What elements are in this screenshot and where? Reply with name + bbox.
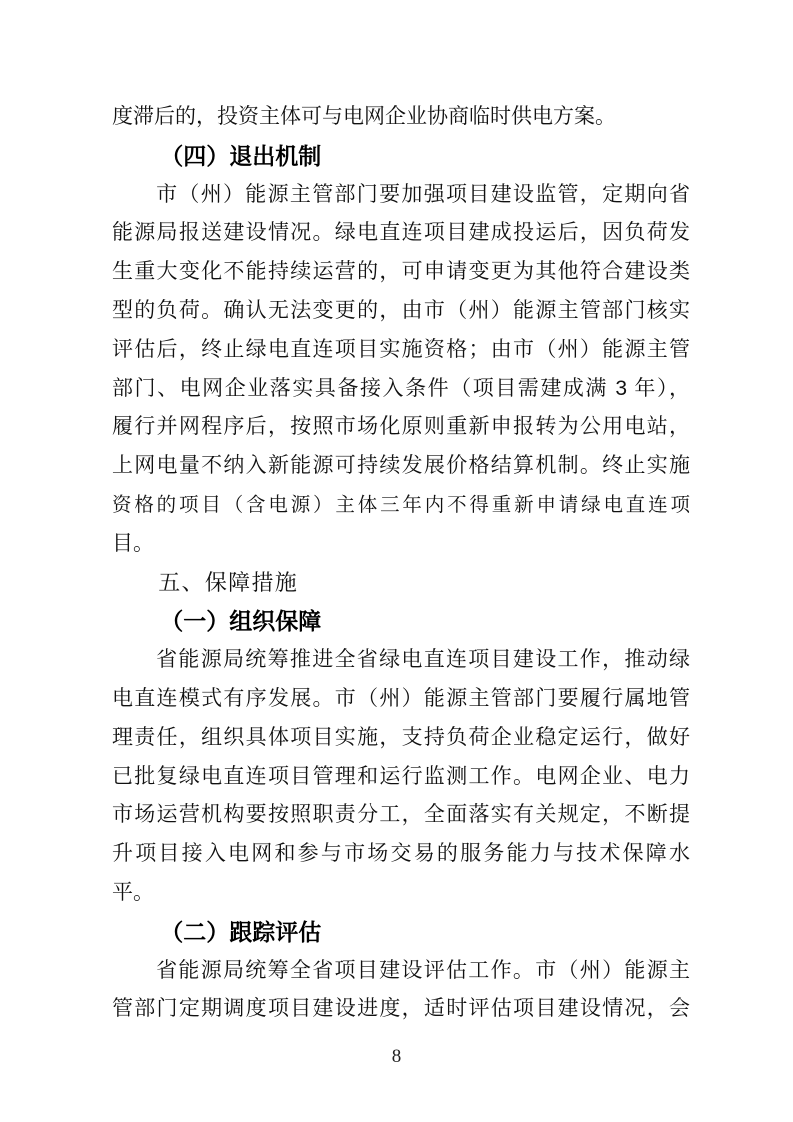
text-line: 管部门定期调度项目建设进度，适时评估项目建设情况，会 (112, 997, 690, 1021)
text-line: 省能源局统筹全省项目建设评估工作。市（州）能源主 (156, 958, 690, 982)
document-body (112, 98, 690, 1029)
section-heading: （四）退出机制 (160, 142, 322, 169)
page-footer (0, 1046, 793, 1068)
text-line: 升项目接入电网和参与市场交易的服务能力与技术保障水 (112, 842, 690, 866)
text-line: 度滞后的，投资主体可与电网企业协商临时供电方案。 (112, 105, 616, 128)
text-line: 电直连模式有序发展。市（州）能源主管部门要履行属地管 (112, 686, 690, 710)
text-line: 生重大变化不能持续运营的，可申请变更为其他符合建设类 (112, 260, 690, 284)
text-line: 资格的项目（含电源）主体三年内不得重新申请绿电直连项 (112, 493, 690, 516)
text-line: 已批复绿电直连项目管理和运行监测工作。电网企业、电力 (112, 764, 690, 788)
section-heading: （二）跟踪评估 (160, 918, 322, 945)
text-line: 部门、电网企业落实具备接入条件（项目需建成满 3 年）， (112, 376, 690, 400)
chapter-heading: 五、保障措施 (158, 569, 299, 595)
text-line: 型的负荷。确认无法变更的，由市（州）能源主管部门核实 (112, 298, 690, 322)
text-line: 目。 (112, 531, 154, 555)
text-line: 能源局报送建设情况。绿电直连项目建成投运后，因负荷发 (112, 221, 690, 245)
text-line: 上网电量不纳入新能源可持续发展价格结算机制。终止实施 (112, 454, 690, 478)
text-line: 市场运营机构要按照职责分工，全面落实有关规定，不断提 (112, 803, 690, 827)
text-line: 市（州）能源主管部门要加强项目建设监管，定期向省 (156, 182, 690, 206)
text-line: 平。 (112, 880, 154, 904)
text-line: 评估后，终止绿电直连项目实施资格；由市（州）能源主管 (112, 337, 690, 361)
page-number: 8 (391, 1046, 402, 1067)
text-line: 理责任，组织具体项目实施，支持负荷企业稳定运行，做好 (112, 725, 690, 749)
section-heading: （一）组织保障 (160, 608, 322, 635)
text-line: 履行并网程序后，按照市场化原则重新申报转为公用电站， (112, 415, 690, 439)
text-line: 省能源局统筹推进全省绿电直连项目建设工作，推动绿 (156, 648, 690, 672)
